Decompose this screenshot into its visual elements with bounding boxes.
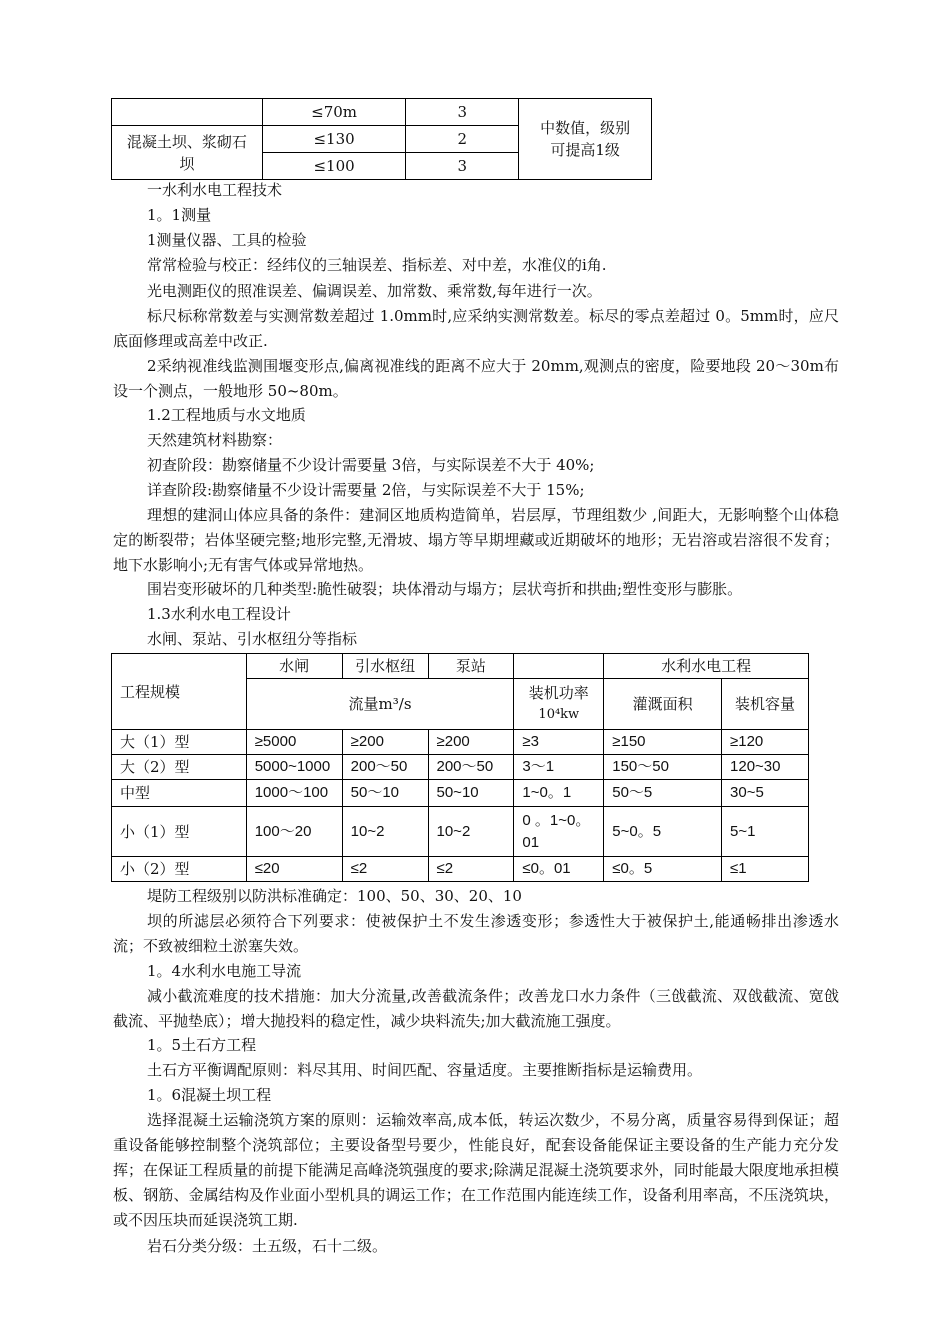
grading-index-table: [111, 653, 809, 882]
table-cell: ≥200: [342, 730, 428, 755]
table-cell: 5~0。5: [604, 807, 722, 857]
paragraph: 标尺标称常数差与实测常数差超过 1.0mm时,应采纳实测常数差。标尽的零点差超过 0。5mm时，应尺底面修理或高差中改正.: [113, 307, 839, 350]
paragraph: 堤防工程级别以防洪标准确定：100、50、30、20、10: [147, 887, 522, 905]
table-cell: 50~10: [428, 780, 514, 807]
table-row: [112, 857, 809, 882]
table-cell: 100～20: [246, 807, 342, 857]
table-merged-label: 混凝土坝、浆砌石坝: [112, 126, 263, 180]
table-cell: 1000～100: [246, 780, 342, 807]
table-cell: 2: [406, 126, 519, 153]
table-cell: ≤70m: [262, 99, 406, 126]
table-cell: ≥150: [604, 730, 722, 755]
table-cell: ≥3: [514, 730, 604, 755]
table-cell: 1~0。1: [514, 780, 604, 807]
table-cell: 200～50: [428, 755, 514, 780]
subsection-heading: 1。5土石方工程: [147, 1036, 257, 1054]
table-cell: 3～1: [514, 755, 604, 780]
table-cell: 10~2: [342, 807, 428, 857]
table-cell: 3: [406, 153, 519, 180]
table-cell: 5000~1000: [246, 755, 342, 780]
paragraph: 天然建筑材料勘察：: [147, 431, 283, 449]
subsection-heading: 1。6混凝土坝工程: [147, 1086, 272, 1104]
header-scale: 工程规模: [112, 654, 247, 730]
paragraph: 围岩变形破坏的几种类型:脆性破裂；块体滑动与塌方；层状弯折和拱曲;塑性变形与膨胀。: [147, 580, 743, 598]
table-note-cell: 中数值，级别可提高1级: [519, 99, 652, 180]
table-cell: ≤1: [722, 857, 809, 882]
row-label: 大（2）型: [112, 755, 247, 780]
paragraph: 初查阶段：勘察储量不少设计需要量 3倍，与实际误差不大于 40%;: [147, 456, 595, 474]
header-capacity: 装机容量: [722, 679, 809, 730]
paragraph: 常常检验与校正：经纬仪的三轴误差、指标差、对中差，水准仪的i角.: [147, 256, 607, 274]
table-row: [112, 755, 809, 780]
table-row: [112, 807, 809, 857]
table-cell: ≤130: [262, 126, 406, 153]
table-cell: 3: [406, 99, 519, 126]
header-cell: 引水枢纽: [342, 654, 428, 679]
table-row: [112, 780, 809, 807]
paragraph: 理想的建洞山体应具备的条件：建洞区地质构造简单，岩层厚，节理组数少 ,间距大，无影响整个山体稳定的断裂带；岩体坚硬完整;地形完整,无滑坡、塌方等早期埋藏或近期破坏的地形；无岩溶或岩溶很不发育；地下水影响小;无有害气体或异常地热。: [113, 506, 839, 574]
header-power: [514, 679, 604, 730]
paragraph: 岩石分类分级：土五级，石十二级。: [147, 1237, 388, 1255]
header-cell: 水闸: [246, 654, 342, 679]
row-label: 小（1）型: [112, 807, 247, 857]
table-caption: 水闸、泵站、引水枢纽分等指标: [147, 630, 358, 648]
table-cell: ≤20: [246, 857, 342, 882]
table-cell: ≤2: [428, 857, 514, 882]
subsection-heading: 1。4水利水电施工导流: [147, 962, 302, 980]
header-cell: 水利水电工程: [604, 654, 809, 679]
header-power-line1: 装机功率: [528, 684, 589, 702]
header-irrigation: 灌溉面积: [604, 679, 722, 730]
subsection-heading: 1.2工程地质与水文地质: [147, 406, 306, 424]
table-cell: 150～50: [604, 755, 722, 780]
header-flow: 流量m³/s: [246, 679, 514, 730]
table-cell: ≥120: [722, 730, 809, 755]
table-cell: 50～10: [342, 780, 428, 807]
section-heading: 一水利水电工程技术: [147, 181, 283, 199]
paragraph: 选择混凝土运输浇筑方案的原则：运输效率高,成本低，转运次数少，不易分离，质量容易得到保证；超重设备能够控制整个浇筑部位；主要设备型号要少，性能良好，配套设备能保证主要设备的生产能力充分发挥；在保证工程质量的前提下能满足高峰浇筑强度的要求;除满足混凝土浇筑要求外，同时能最大限度地承担模板、钢筋、金属结构及作业面小型机具的调运工作；在工作范围内能连续工作，设备利用率高，不压浇筑块，或不因压块而延误浇筑工期.: [113, 1111, 839, 1229]
header-cell: [514, 654, 604, 679]
table-cell: 30~5: [722, 780, 809, 807]
table-cell: 5~1: [722, 807, 809, 857]
table-cell: 200～50: [342, 755, 428, 780]
subsection-heading: 1.3水利水电工程设计: [147, 605, 291, 623]
table-cell: 120~30: [722, 755, 809, 780]
table-cell: 50～5: [604, 780, 722, 807]
table-cell: ≤100: [262, 153, 406, 180]
header-cell: 泵站: [428, 654, 514, 679]
paragraph: 光电测距仪的照准误差、偏调误差、加常数、乘常数,每年进行一次。: [147, 282, 602, 300]
table-cell: ≤0。5: [604, 857, 722, 882]
header-power-line2: 10⁴kw: [538, 707, 580, 722]
table-cell: [112, 99, 263, 126]
paragraph: 减小截流难度的技术措施：加大分流量,改善截流条件；改善龙口水力条件（三戗截流、双戗截流、宽戗截流、平抛垫底）；增大抛投料的稳定性，减少块料流失;加大截流施工强度。: [113, 987, 839, 1030]
row-label: 中型: [112, 780, 247, 807]
paragraph: 详查阶段:勘察储量不少设计需要量 2倍，与实际误差不大于 15%;: [147, 481, 585, 499]
table-cell: 10~2: [428, 807, 514, 857]
table-cell: ≤0。01: [514, 857, 604, 882]
row-label: 小（2）型: [112, 857, 247, 882]
table-row: [112, 730, 809, 755]
paragraph: 土石方平衡调配原则：料尽其用、时间匹配、容量适度。主要推断指标是运输费用。: [147, 1061, 703, 1079]
paragraph: 坝的所滤层必须符合下列要求：使被保护土不发生渗透变形；参透性大于被保护土,能通畅排出渗透水流；不致被细粒土淤塞失效。: [113, 912, 839, 955]
paragraph: 2采纳视准线监测围堰变形点,偏离视准线的距离不应大于 20mm,观测点的密度，险要地段 20～30m布设一个测点，一般地形 50~80m。: [113, 357, 839, 400]
table-cell: ≥200: [428, 730, 514, 755]
row-label: 大（1）型: [112, 730, 247, 755]
subsection-heading: 1。1测量: [147, 206, 212, 224]
dam-grade-table: [111, 98, 652, 180]
table-cell: ≤2: [342, 857, 428, 882]
table-cell: ≥5000: [246, 730, 342, 755]
table-cell: 0 。1~0。01: [514, 807, 604, 857]
paragraph: 1测量仪器、工具的检验: [147, 231, 307, 249]
